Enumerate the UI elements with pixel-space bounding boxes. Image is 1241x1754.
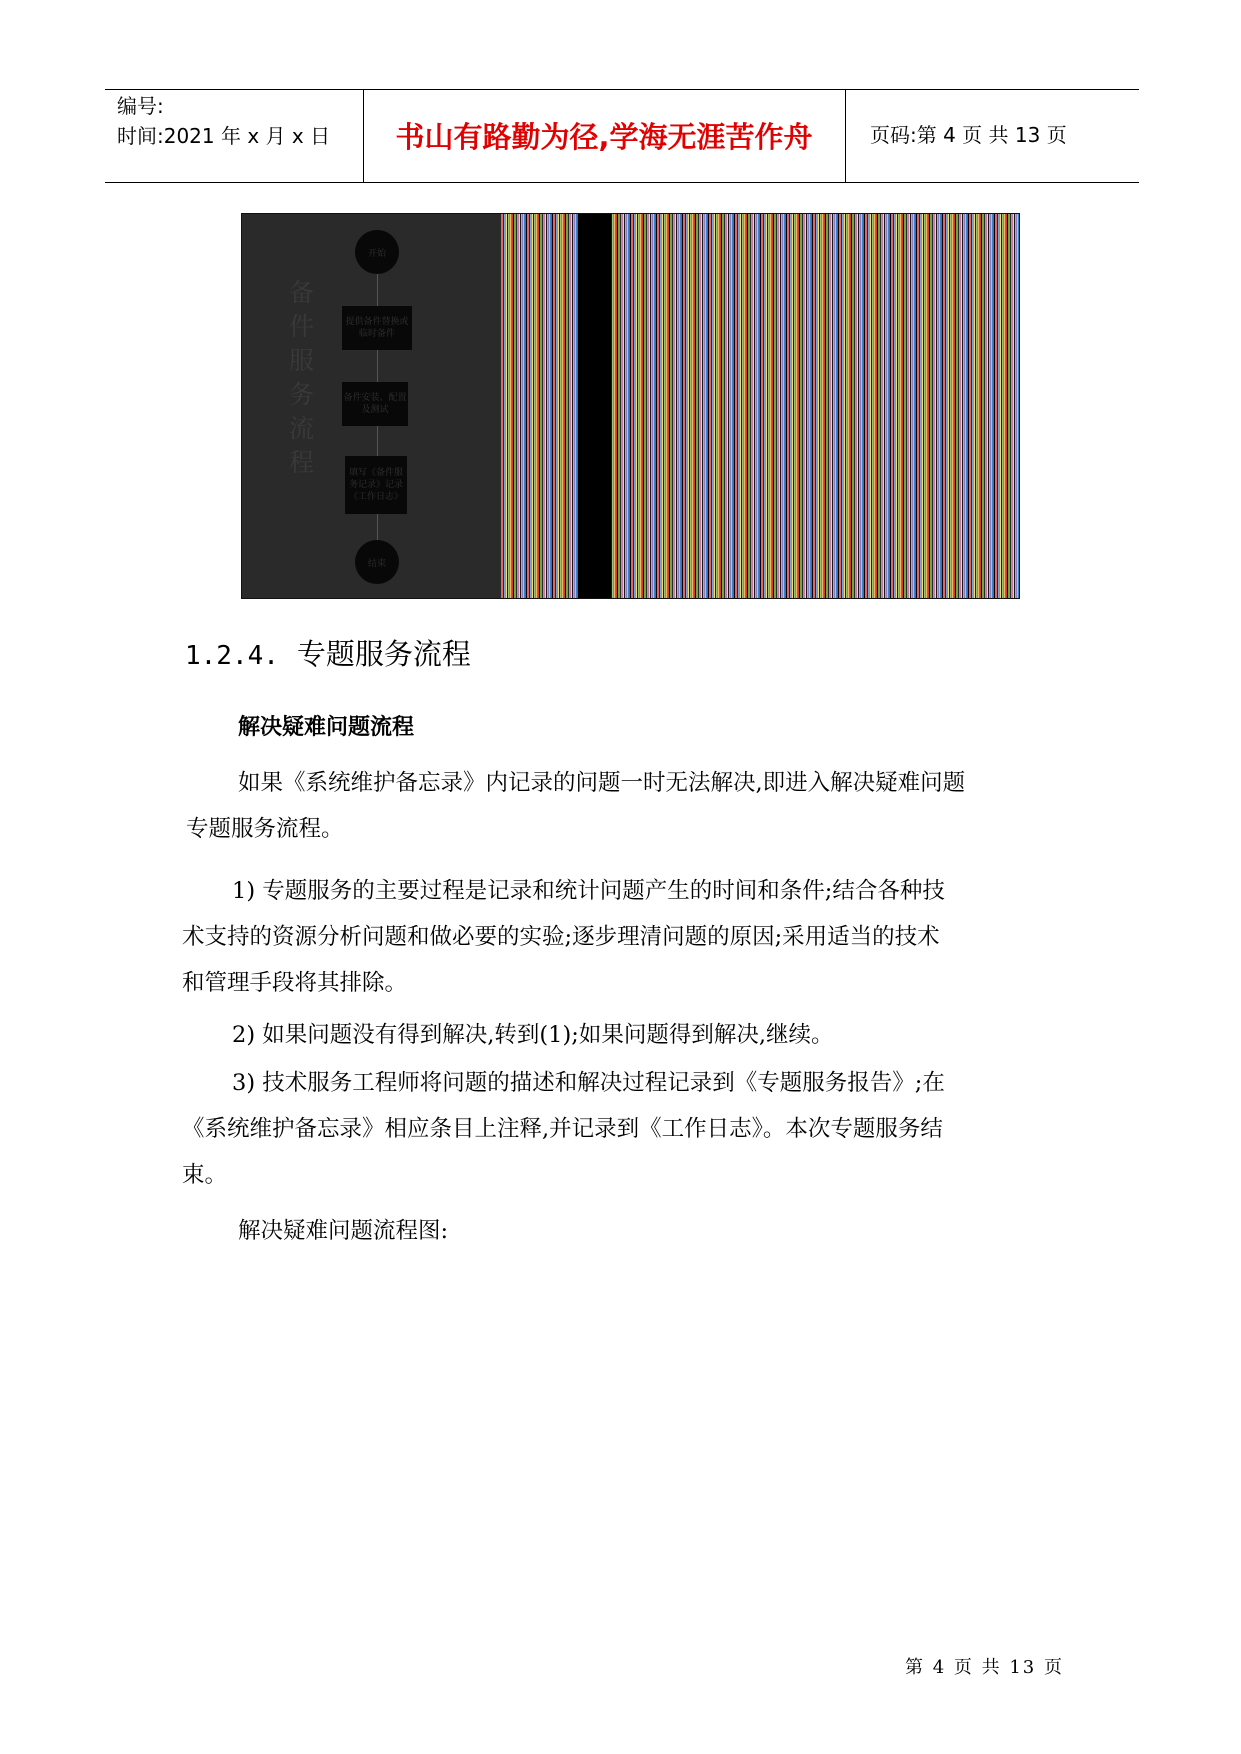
flow-arrow [377,350,378,382]
header-bottom-rule [105,182,1139,183]
flow-node-step: 备件安装、配置及测试 [342,382,408,426]
flow-arrow [377,426,378,456]
flowchart-image [241,213,1020,599]
time-label: 时间:2021 年 x 月 x 日 [117,124,331,148]
flow-node-step: 提供备件替换或临时备件 [342,306,412,350]
paragraph-line: 1) 专题服务的主要过程是记录和统计问题产生的时间和条件;结合各种技 [232,878,945,904]
subheading: 解决疑难问题流程 [238,715,415,740]
dark-band [578,214,611,598]
header-meta [117,91,330,151]
header-divider [363,89,364,183]
flow-node-step: 填写《备件服务记录》记录《工作日志》 [345,456,407,514]
paragraph-line: 和管理手段将其排除。 [182,970,408,996]
flow-node-end: 结束 [355,540,399,584]
header-divider [845,89,846,183]
paragraph-line: 束。 [182,1162,228,1188]
section-title: 专题服务流程 [296,637,471,671]
flow-arrow [377,514,378,540]
paragraph-line: 3) 技术服务工程师将问题的描述和解决过程记录到《专题服务报告》;在 [232,1070,945,1096]
number-label: 编号: [117,94,164,118]
header-motto: 书山有路勤为径,学海无涯苦作舟 [395,120,813,154]
section-heading [185,632,471,673]
page-header [105,89,1139,183]
page-footer: 第 4 页 共 13 页 [905,1657,1064,1678]
striped-artifact [501,214,1019,598]
section-number: 1.2.4. [185,641,279,671]
paragraph-line: 2) 如果问题没有得到解决,转到(1);如果问题得到解决,继续。 [232,1022,834,1048]
flow-node-start: 开始 [355,230,399,274]
header-page-info: 页码:第 4 页 共 13 页 [870,123,1067,147]
header-top-rule [105,89,1139,90]
swimlane-label: 备件服务流程 [289,278,315,477]
paragraph-line: 《系统维护备忘录》相应条目上注释,并记录到《工作日志》。本次专题服务结 [182,1116,943,1142]
flow-arrow [377,274,378,306]
paragraph-line: 如果《系统维护备忘录》内记录的问题一时无法解决,即进入解决疑难问题 [238,770,966,796]
diagram-caption: 解决疑难问题流程图: [238,1218,449,1244]
paragraph-line: 专题服务流程。 [186,816,344,842]
paragraph-line: 术支持的资源分析问题和做必要的实验;逐步理清问题的原因;采用适当的技术 [182,924,940,950]
